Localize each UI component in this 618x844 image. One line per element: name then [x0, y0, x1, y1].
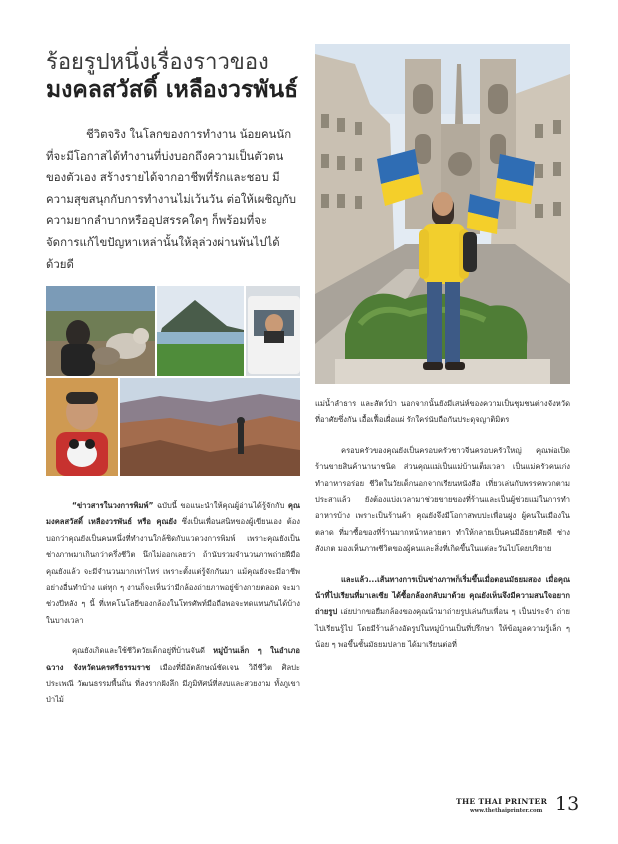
dogs-photo-art [46, 286, 155, 376]
photo-collage-dogs [46, 286, 155, 376]
photo-collage-mountain [157, 286, 244, 376]
left-column [46, 498, 300, 709]
photography-start: และแล้ว...เส้นทางการเป็นช่างภาพก็เริ่มขึ้นเมื่อตอนมัธยมสอง เมื่อคุณน้าที่ไปเรียนที่มาเลเซีย ได้ซื้อกล้องกลับมาด้วย คุณยังเห็นจึงมีความสนใจอยากถ่ายรูป [315, 574, 570, 617]
canyon-photo-art [120, 378, 300, 476]
right-paragraph-2 [315, 572, 570, 654]
title-line1: ร้อยรูปหนึ่งเรื่องราวของ [46, 50, 269, 75]
right-paragraph-1: ครอบครัวของคุณยังเป็นครอบครัวชาวจีนครอบครัวใหญ่ คุณพ่อเปิดร้านขายสินค้านานาชนิด ส่วนคุณแม่เป็นแม่บ้านเต็มเวลา เป็นแม่ครัวคนเก่ง ทำอาหารอร่อย ชีวิตในวัยเด็กนอกจากเรียนหนังสือ เที่ยวเล่นกับพรรคพวกตามประสาแล้ว ยังต้องแบ่งเวลามาช่วยขายของที่ร้านและเป็นผู้ช่วยแม่ในการทำอาหารบ้าง เพราะเป็นร้านค้า คุณยังจึงมีโอกาสพบปะเพื่อนฝูง ผู้คนในเมืองในตลาด ที่มาซื้อของที่ร้านมากหน้าหลายตา ทำให้กลายเป็นคนมีอัธยาศัยดี ช่างสังเกต มองเห็นภาพชีวิตของผู้คนและสิ่งที่เกิดขึ้นในแต่ละวันไปโดยปริยาย [315, 445, 570, 554]
magazine-quote: “ข่าวสารในวงการพิมพ์” [72, 501, 154, 510]
page-number: 13 [555, 793, 580, 815]
panda-photo-art [46, 378, 118, 476]
right-column [315, 396, 570, 654]
subject-name: คุณมงคลสวัสดิ์ เหลืองวรพันธ์ หรือ คุณยัง [46, 501, 300, 527]
cathedral-photo-art [315, 44, 570, 384]
title-line2: มงคลสวัสดิ์ เหลืองวรพันธ์ [46, 77, 299, 103]
intro-text: ชีวิตจริง ในโลกของการทำงาน น้อยคนนักที่จะมีโอกาสได้ทำงานที่บ่งบอกถึงความเป็นตัวตนของตัวเอง สร้างรายได้จากอาชีพที่รักและชอบ มีความสุขสนุกกับการทำงานไม่เว้นวัน ต่อให้เผชิญกับความยากลำบากหรืออุปสรรคใดๆ ก็พร้อมที่จะจัดการแก้ไขปัญหาเหล่านั้นให้ลุล่วงผ่านพ้นไปได้ด้วยดี [46, 127, 297, 271]
photo-collage-canyon [120, 378, 300, 476]
left-p1-text-b: ซึ่งเป็นเพื่อนสนิทของผู้เขียนเอง ต้องบอกว่าคุณยังเป็นคนหนึ่งที่ทำงานใกล้ชิดกับแวดวงการพิมพ์ เพราะคุณยังเป็นช่างภาพมาเกินกว่าครึ่งชีวิต นึกไม่ออกเลยว่า ถ้านับรวมจำนวนภาพถ่ายฝีมือคุณยังแล้ว จะมีจำนวนมากเท่าไหร่ เพราะตั้งแต่รู้จักกันมา แม้คุณยังจะมีอาชีพอย่างอื่นทำบ้าง แต่ทุก ๆ งานก็จะเห็นว่ามีกล้องถ่ายภาพอยู่ข้างกายตลอด จะมาช่วงปีหลัง ๆ นี้ ที่เทคโนโลยีของกล้องในโทรศัพท์มือถือพอจะทดแทนกันได้บ้างในบางเวลา [46, 517, 300, 625]
photo-collage-car [246, 286, 300, 376]
photo-collage-panda [46, 378, 118, 476]
cathedral-photo [315, 44, 570, 384]
car-photo-art [246, 286, 300, 376]
right-continuation: แม่น้ำลำธาร และสัตว์ป่า นอกจากนั้นยังมีเสน่ห์ของความเป็นชุมชนต่างจังหวัด ที่อาศัยซึ่งกัน เอื้อเฟื้อเผื่อแผ่ รักใคร่นับถือกันประดุจญาติมิตร [315, 399, 570, 425]
left-p2-text-b: เมืองที่มีอัตลักษณ์ชัดเจน วิถีชีวิต ศิลปะ ประเพณี วัฒนธรรมพื้นถิ่น ที่ลงรากฝังลึก มีภูมิทัศน์ที่สงบและสวยงาม ทั้งภูเขา ป่าไม้ [46, 662, 300, 705]
intro-paragraph [46, 124, 298, 275]
left-paragraph-1 [46, 498, 300, 629]
left-p1-text-a: ฉบับนี้ ขอแนะนำให้คุณผู้อ่านได้รู้จักกับ [153, 501, 288, 510]
left-paragraph-2 [46, 643, 300, 709]
footer-brand: THE THAI PRINTER [456, 797, 548, 806]
hometown: หมู่บ้านเล็ก ๆ ในอำเภอฉวาง จังหวัดนครศรีธรรมราช [46, 646, 300, 672]
right-p2-text: เอ่ยปากขอยืมกล้องของคุณน้ามาถ่ายรูปเล่นกับเพื่อน ๆ เป็นประจำ ถ่ายไปเรียนรู้ไป โดยมีร้านล้างอัดรูปในหมู่บ้านเป็นที่ปรึกษา ให้ข้อมูลความรู้เล็ก ๆ น้อย ๆ พอขึ้นชั้นมัธยมปลาย ได้มาเรียนต่อที่ [315, 607, 570, 650]
left-p2-text-a: คุณยังเกิดและใช้ชีวิตวัยเด็กอยู่ที่บ้านจันดี [72, 646, 214, 656]
mountain-photo-art [157, 286, 244, 376]
footer-url: www.thethaiprinter.com [470, 808, 543, 814]
